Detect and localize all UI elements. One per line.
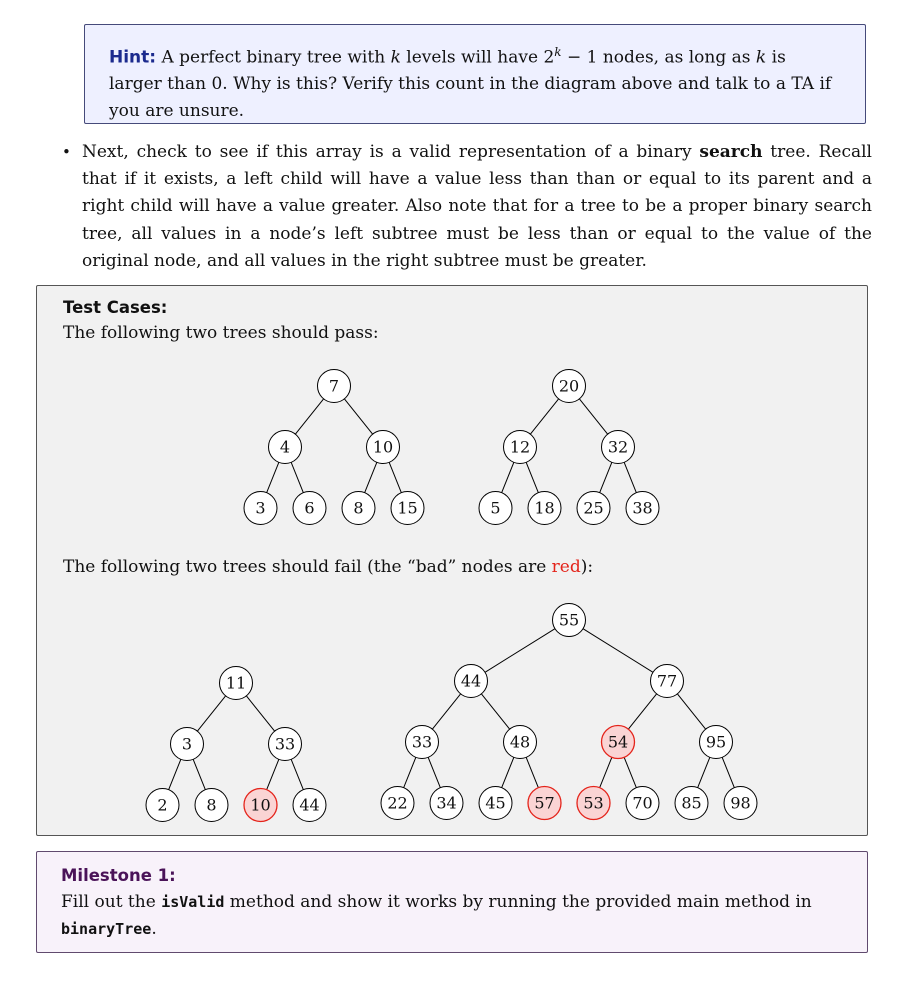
pass-tree-1-node [244,492,277,525]
fail-tree-1-node [171,728,204,761]
fail-tree-2-edge [526,757,538,787]
pass-tree-2-node-label: 38 [632,498,653,518]
fail-tree-1-edge [267,759,279,789]
hint-power-base: 2 [543,47,555,68]
fail-tree-2-node-label: 55 [558,610,580,630]
fail-tree-2-edge [677,694,705,729]
milestone-text-2: method and show it works by running the provided main method in [224,892,812,912]
pass-tree-2-node [626,492,659,525]
fail-tree-2-edge [502,757,514,787]
pass-tree-1-node-label: 8 [353,498,364,518]
pass-tree-2-node [553,370,586,403]
pass-tree-1-edge [291,462,303,492]
pass-tree-1-node [391,492,424,525]
fail-tree-2-edge [624,757,636,787]
milestone-box [36,851,868,953]
pass-tree-1-node [318,370,351,403]
fail-tree-1-node [146,789,179,822]
fail-text-after: ): [580,557,594,577]
fail-tree-2-edge [428,757,440,787]
fail-tree-2-node-label: 98 [730,793,751,813]
milestone-text-1: Fill out the [61,892,162,912]
hint-k-variable: k [390,47,401,68]
pass-tree-1-node-label: 15 [397,498,418,518]
pass-tree-1-node-label: 4 [279,437,291,457]
fail-tree-1-edge [197,696,225,731]
pass-tree-2-node [528,492,561,525]
fail-tree-2-node [651,665,684,698]
fail-tree-2-node-label: 48 [509,732,531,752]
fail-tree-1-node-label: 44 [299,795,320,815]
hint-power-exponent: k [554,45,562,59]
fail-tree-2-node [675,787,708,820]
hint-text-1: A perfect binary tree with [156,47,391,68]
bullet-text-before: Next, check to see if this array is a valid representation of a binary [82,142,700,162]
fail-tree-2-edge [583,629,653,673]
pass-tree-1-edge [344,399,372,434]
pass-tree-2-node-label: 25 [583,498,604,518]
fail-tree-2-edge [698,757,710,787]
fail-tree-2-node-label: 54 [607,732,629,752]
fail-tree-1-edge [291,759,303,789]
fail-tree-2-node-label: 44 [460,671,482,691]
fail-tree-1-edge [193,759,205,789]
fail-tree-1-node-label: 10 [250,795,271,815]
pass-tree-2-node [504,431,537,464]
pass-tree-2-node-label: 5 [490,498,501,518]
pass-tree-2-edge [600,462,612,492]
fail-tree-2-edge [481,694,509,729]
bullet-text-after: tree. Recall that if it exists, a left child will have a value less than than or equal to its parent and a right child will have a value greater. Also note that for a tree to be a proper binary search tree, all values in a node’s left subtree must be less than or equal to the value of the original node, and all values in the right subtree must be greater. [82,142,872,271]
pass-tree-2-edge [530,399,558,434]
trees-diagram [37,286,867,835]
fail-tree-2-node-label: 57 [534,793,555,813]
fail-tree-1-node-label: 3 [181,734,193,754]
pass-tree-2-node-label: 12 [509,437,531,457]
fail-tree-2-node-label: 33 [411,732,433,752]
test-cases-box [36,285,868,836]
pass-tree-2-node [602,431,635,464]
pass-tree-1-node [293,492,326,525]
fail-tree-2-node-label: 53 [583,793,604,813]
fail-tree-2-node [626,787,659,820]
milestone-text [61,889,843,943]
hint-box [84,24,866,124]
fail-tree-1-node-bad [244,789,277,822]
pass-tree-1-edge [267,462,279,492]
fail-tree-2-node-label: 34 [436,793,457,813]
fail-tree-2-node-bad [528,787,561,820]
pass-tree-1-node-label: 6 [304,498,315,518]
fail-tree-1-edge [169,759,181,789]
pass-tree-1-edge [389,462,401,492]
pass-tree-1-node [367,431,400,464]
pass-tree-1-node [342,492,375,525]
fail-tree-2-node [504,726,537,759]
fail-tree-1-edge [246,696,274,731]
fail-tree-1-node-label: 11 [225,673,247,693]
fail-tree-2-edge [432,694,460,729]
fail-tree-1-node [293,789,326,822]
milestone-text-3: . [151,919,157,939]
bullet-dot: • [62,143,71,161]
fail-tree-2-node-label: 77 [656,671,678,691]
fail-tree-2-edge [722,757,734,787]
fail-tree-2-node [430,787,463,820]
fail-tree-2-node [724,787,757,820]
fail-tree-2-edge [628,694,656,729]
fail-tree-2-node-bad [602,726,635,759]
fail-tree-2-node-label: 95 [705,732,727,752]
fail-tree-2-node-label: 85 [681,793,702,813]
hint-text-3: − 1 nodes, as long as [561,47,756,68]
pass-tree-1-edge [365,462,377,492]
pass-tree-2-edge [526,462,538,492]
fail-tree-2-node [479,787,512,820]
fail-tree-2-node-label: 45 [485,793,506,813]
fail-tree-2-node [700,726,733,759]
fail-tree-2-edge [404,757,416,787]
pass-description: The following two trees should pass: [63,323,379,343]
fail-tree-2-edge [485,629,555,673]
pass-tree-2-edge [579,399,607,434]
fail-tree-1-node-label: 33 [274,734,296,754]
pass-tree-1-node-label: 7 [328,376,340,396]
milestone-class-name: binaryTree [61,920,152,938]
hint-text-2: levels will have [400,47,544,68]
fail-tree-2-node [406,726,439,759]
pass-tree-2-node-label: 32 [607,437,629,457]
fail-tree-1-node [195,789,228,822]
fail-tree-2-node-label: 22 [387,793,408,813]
bullet-item [62,139,872,275]
fail-tree-2-edge [600,757,612,787]
fail-red-word: red [551,557,581,577]
fail-tree-2-node [553,604,586,637]
fail-tree-1-node [220,667,253,700]
pass-tree-1-node [269,431,302,464]
pass-tree-1-edge [295,399,323,434]
hint-text-4: is larger than 0. Why is this? Verify this count in the diagram above and talk to a TA if you are unsure. [109,47,832,121]
test-cases-title: Test Cases: [63,298,168,317]
hint-label: Hint: [109,47,157,68]
fail-tree-1-node-label: 2 [157,795,168,815]
hint-k-variable-2: k [755,47,767,68]
milestone-title: Milestone 1: [61,866,176,885]
pass-tree-2-node [479,492,512,525]
fail-text-before: The following two trees should fail (the “bad” nodes are [63,557,552,577]
pass-tree-2-node [577,492,610,525]
fail-tree-2-node [381,787,414,820]
milestone-method: isValid [161,893,225,911]
pass-tree-2-edge [624,462,636,492]
fail-tree-2-node [455,665,488,698]
pass-tree-1-node-label: 3 [255,498,266,518]
fail-tree-2-node-bad [577,787,610,820]
pass-tree-2-node-label: 20 [558,376,580,396]
pass-tree-1-node-label: 10 [372,437,394,457]
fail-tree-1-node [269,728,302,761]
bullet-bold-word: search [699,142,763,162]
pass-tree-2-edge [502,462,514,492]
pass-tree-2-node-label: 18 [534,498,555,518]
fail-tree-1-node-label: 8 [206,795,217,815]
fail-tree-2-node-label: 70 [632,793,653,813]
